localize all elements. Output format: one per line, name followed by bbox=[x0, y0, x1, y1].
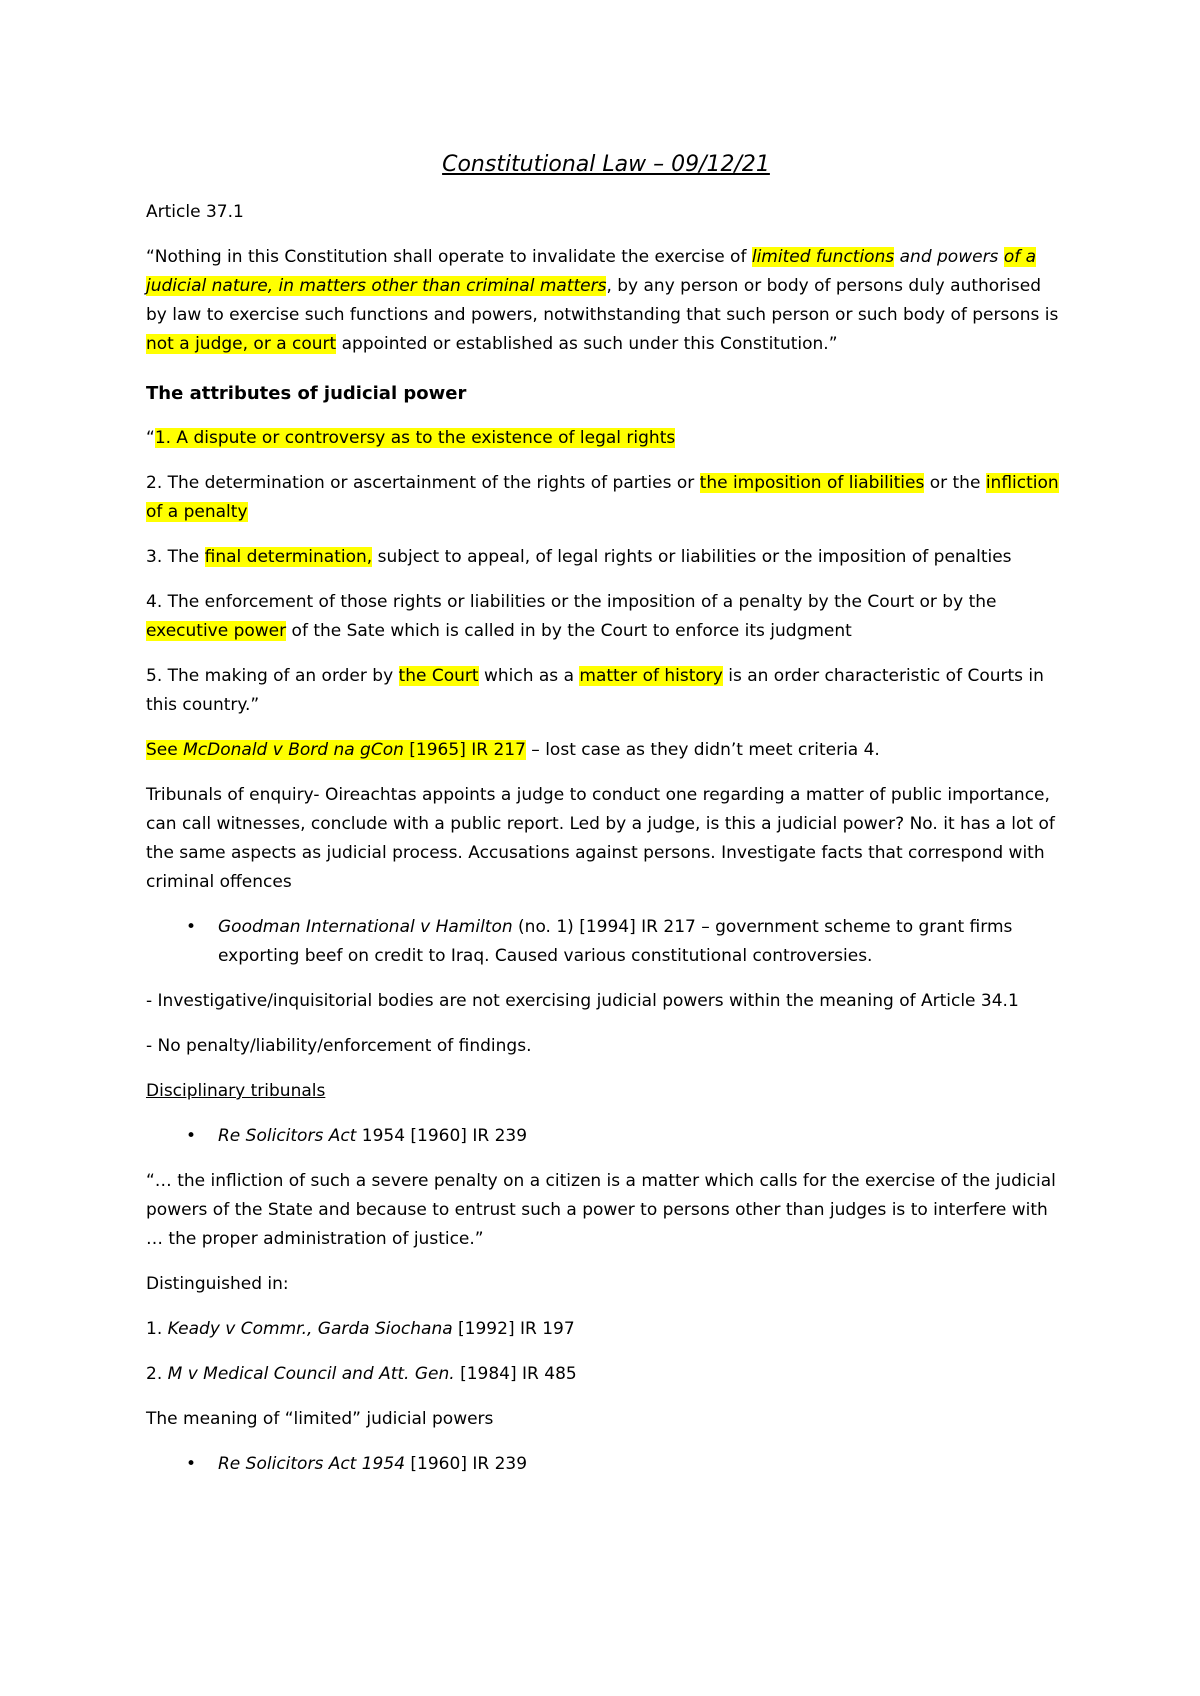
attribute-5 bbox=[146, 662, 1066, 720]
solicitors-case-name: Re Solicitors Act bbox=[218, 1126, 357, 1146]
article-label: Article 37.1 bbox=[146, 202, 244, 222]
solicitors-2-rest: [1960] IR 239 bbox=[405, 1454, 528, 1474]
attribute-2-text-2: or the bbox=[924, 473, 986, 493]
attribute-1-highlight: 1. A dispute or controversy as to the existence of legal rights bbox=[154, 428, 676, 448]
distinguished-2-num: 2. bbox=[146, 1364, 168, 1384]
goodman-bullet-item bbox=[146, 913, 1066, 971]
attribute-4-text-2: of the Sate which is called in by the Court to enforce its judgment bbox=[286, 621, 852, 641]
see-case-see: See bbox=[146, 740, 184, 760]
attribute-5-text-1: 5. The making of an order by bbox=[146, 666, 399, 686]
distinguished-label: Distinguished in: bbox=[146, 1274, 289, 1294]
disciplinary-heading: Disciplinary tribunals bbox=[146, 1081, 326, 1101]
solicitors-rest: 1954 [1960] IR 239 bbox=[356, 1126, 528, 1146]
quote-text-4: appointed or established as such under this Constitution.” bbox=[336, 334, 838, 354]
page-title: Constitutional Law – 09/12/21 bbox=[442, 152, 770, 177]
attribute-5-highlight-history: matter of history bbox=[579, 666, 723, 686]
attribute-5-highlight-court: the Court bbox=[398, 666, 479, 686]
distinguished-item-1 bbox=[146, 1315, 1066, 1344]
investigative-line: - Investigative/inquisitorial bodies are not exercising judicial powers within the meaning of Article 34.1 bbox=[146, 991, 1019, 1011]
bullet-dot: • bbox=[186, 1454, 197, 1474]
see-case-line bbox=[146, 736, 1066, 765]
see-case-name: McDonald v Bord na gCon bbox=[183, 740, 404, 760]
attribute-1-open-quote: “ bbox=[146, 428, 155, 448]
distinguished-2-case: M v Medical Council and Att. Gen. bbox=[167, 1364, 455, 1384]
attribute-2 bbox=[146, 469, 1066, 527]
quote-text-2: and powers bbox=[894, 247, 1004, 267]
attribute-4-text-1: 4. The enforcement of those rights or liabilities or the imposition of a penalty by the Court or by the bbox=[146, 592, 997, 612]
limited-meaning-line: The meaning of “limited” judicial powers bbox=[146, 1409, 494, 1429]
quote-text-1: “Nothing in this Constitution shall operate to invalidate the exercise of bbox=[146, 247, 752, 267]
no-penalty-line: - No penalty/liability/enforcement of findings. bbox=[146, 1036, 532, 1056]
attributes-heading: The attributes of judicial power bbox=[146, 383, 467, 404]
attribute-3-text-1: 3. The bbox=[146, 547, 205, 567]
solicitors-bullet-item bbox=[146, 1122, 1066, 1151]
distinguished-2-rest: [1984] IR 485 bbox=[454, 1364, 577, 1384]
attribute-5-text-3: is an order characteristic of Courts in this country.” bbox=[146, 666, 1044, 715]
tribunals-paragraph: Tribunals of enquiry- Oireachtas appoints a judge to conduct one regarding a matter of public importance, can call witnesses, conclude with a public report. Led by a judge, is this a judicial power? No. it has a lot of the same aspects as judicial process. Accusations against persons. Investigate facts that correspond with criminal offences bbox=[146, 785, 1055, 892]
distinguished-item-2 bbox=[146, 1360, 1066, 1389]
solicitors-quote: “… the infliction of such a severe penalty on a citizen is a matter which calls for the exercise of the judicial powers of the State and because to entrust such a power to persons other than judges is to interfere with … the proper administration of justice.” bbox=[146, 1171, 1056, 1249]
attribute-4-highlight: executive power bbox=[146, 621, 287, 641]
distinguished-1-num: 1. bbox=[146, 1319, 168, 1339]
goodman-case-name: Goodman International v Hamilton bbox=[218, 917, 513, 937]
quote-highlight-not-a-judge: not a judge, or a court bbox=[146, 334, 337, 354]
see-case-citation: [1965] IR 217 bbox=[403, 740, 526, 760]
attribute-4 bbox=[146, 588, 1066, 646]
solicitors-bullet-item-2 bbox=[146, 1450, 1066, 1479]
attribute-1 bbox=[146, 424, 1066, 453]
attribute-3-text-2: subject to appeal, of legal rights or liabilities or the imposition of penalties bbox=[372, 547, 1012, 567]
attribute-2-highlight-liabilities: the imposition of liabilities bbox=[699, 473, 925, 493]
quote-highlight-judicial-nature: of a judicial nature, in matters other than criminal matters bbox=[146, 247, 1037, 296]
see-case-rest: – lost case as they didn’t meet criteria 4. bbox=[525, 740, 880, 760]
goodman-rest: (no. 1) [1994] IR 217 – government scheme to grant firms exporting beef on credit to Iraq. Caused various constitutional controversies. bbox=[218, 917, 1013, 966]
attribute-2-text-1: 2. The determination or ascertainment of the rights of parties or bbox=[146, 473, 700, 493]
attribute-3-highlight: final determination, bbox=[204, 547, 373, 567]
quote-highlight-limited-functions: limited functions bbox=[751, 247, 895, 267]
attribute-3 bbox=[146, 543, 1066, 572]
distinguished-1-case: Keady v Commr., Garda Siochana bbox=[167, 1319, 453, 1339]
attribute-5-text-2: which as a bbox=[478, 666, 580, 686]
quote-text-3: , by any person or body of persons duly authorised by law to exercise such functions and powers, notwithstanding that such person or such body of persons is bbox=[146, 276, 1059, 325]
solicitors-2-case-name: Re Solicitors Act 1954 bbox=[218, 1454, 406, 1474]
bullet-dot: • bbox=[186, 1126, 197, 1146]
bullet-dot: • bbox=[186, 917, 197, 937]
distinguished-1-rest: [1992] IR 197 bbox=[452, 1319, 575, 1339]
article-quote bbox=[146, 243, 1066, 359]
attribute-2-highlight-penalty: infliction of a penalty bbox=[146, 473, 1059, 522]
